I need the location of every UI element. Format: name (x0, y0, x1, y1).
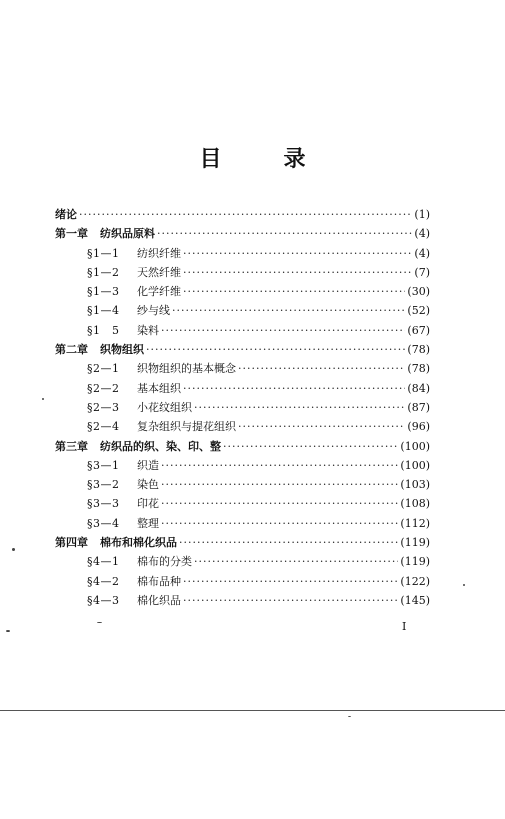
dot-leader (161, 321, 405, 340)
toc-entry-number: §1 5 (87, 323, 120, 337)
dot-leader (183, 244, 412, 263)
toc-row-6 (55, 321, 430, 340)
toc-entry-title: 纺织品的织、染、印、整 (100, 439, 221, 453)
toc-entry-number: §4—1 (87, 555, 120, 569)
toc-entry-page: (78) (407, 343, 430, 357)
toc-row-0 (55, 205, 430, 224)
toc-entry-title: 化学纤维 (137, 285, 181, 299)
dot-leader (161, 494, 398, 513)
toc-entry-page: (100) (400, 439, 430, 453)
toc-entry-title: 纺织品原料 (100, 227, 155, 241)
toc-entry-page: (87) (407, 400, 430, 414)
toc-row-10 (55, 398, 430, 417)
scan-speck (463, 584, 465, 586)
toc-entry-title: 绪论 (55, 208, 77, 221)
dot-leader (157, 224, 412, 243)
toc-row-14 (55, 475, 430, 494)
toc-row-4 (55, 282, 430, 301)
toc-row-5 (55, 301, 430, 320)
dot-leader (172, 301, 405, 320)
dot-leader (238, 359, 405, 378)
dot-leader (194, 552, 398, 571)
dot-leader (183, 591, 398, 610)
scan-speck (348, 716, 351, 717)
toc-entry-title: 染色 (137, 478, 159, 492)
toc-entry-number: §2—1 (87, 362, 120, 376)
toc-entry-page: (119) (400, 555, 430, 569)
toc-entry-number: §3—1 (87, 458, 120, 472)
toc-entry-title: 染料 (137, 323, 159, 337)
dot-leader (179, 533, 398, 552)
toc-entry-page: (122) (400, 574, 430, 588)
toc-entry-title: 棉布的分类 (137, 555, 192, 569)
toc-entry-page: (119) (400, 536, 430, 550)
toc-entry-title: 纺织纤维 (137, 246, 181, 260)
toc-entry-title: 棉布和棉化织品 (100, 536, 177, 550)
dot-leader (183, 282, 405, 301)
dot-leader (194, 398, 405, 417)
toc-entry-title: 天然纤维 (137, 265, 181, 279)
toc-entry-number: §3—4 (87, 516, 120, 530)
toc-row-12 (55, 437, 430, 456)
toc-row-17 (55, 533, 430, 552)
dot-leader (146, 340, 405, 359)
toc-row-2 (55, 244, 430, 263)
toc-entry-number: 第一章 (55, 227, 88, 241)
dot-leader (161, 456, 398, 475)
toc-entry-page: (1) (414, 208, 430, 221)
scan-speck (6, 630, 10, 632)
toc-row-13 (55, 456, 430, 475)
toc-entry-number: 第二章 (55, 343, 88, 357)
toc-entry-number: §1—3 (87, 285, 120, 299)
toc-entry-title: 复杂组织与提花组织 (137, 420, 236, 434)
toc-entry-page: (4) (414, 246, 430, 260)
toc-entry-page: (103) (400, 478, 430, 492)
dot-leader (161, 475, 398, 494)
toc-entry-page: (100) (400, 458, 430, 472)
toc-row-11 (55, 417, 430, 436)
toc-entry-number: 第三章 (55, 439, 88, 453)
toc-row-18 (55, 552, 430, 571)
toc-entry-number: 第四章 (55, 536, 88, 550)
toc-entry-number: §1—1 (87, 246, 120, 260)
scan-speck (97, 622, 102, 623)
toc-entry-number: §2—3 (87, 400, 120, 414)
scan-edge-line (0, 710, 505, 711)
toc-entry-page: (145) (400, 593, 430, 607)
toc-entry-page: (84) (407, 381, 430, 395)
scan-speck (42, 398, 44, 400)
dot-leader (223, 437, 398, 456)
toc-entry-page: (112) (400, 516, 430, 530)
toc-entry-number: §4—3 (87, 593, 120, 607)
dot-leader (183, 263, 412, 282)
toc-entry-title: 棉布品种 (137, 574, 181, 588)
toc-entry-page: (78) (407, 362, 430, 376)
dot-leader (161, 514, 398, 533)
toc-entry-number: §4—2 (87, 574, 120, 588)
toc-entry-number: §3—3 (87, 497, 120, 511)
toc-entry-page: (7) (414, 265, 430, 279)
toc-row-15 (55, 494, 430, 513)
toc-entry-number: §3—2 (87, 478, 120, 492)
toc-entry-title: 织物组织 (100, 343, 144, 357)
toc-entry-number: §1—2 (87, 265, 120, 279)
toc-entry-title: 纱与线 (137, 304, 170, 318)
toc-entry-title: 小花纹组织 (137, 400, 192, 414)
toc-entry-number: §1—4 (87, 304, 120, 318)
toc-entry-page: (108) (400, 497, 430, 511)
toc-row-19 (55, 572, 430, 591)
toc-entry-number: §2—2 (87, 381, 120, 395)
toc-row-20 (55, 591, 430, 610)
toc-entry-title: 印花 (137, 497, 159, 511)
toc-entry-title: 棉化织品 (137, 593, 181, 607)
table-of-contents (55, 205, 430, 610)
toc-entry-title: 织物组织的基本概念 (137, 362, 236, 376)
page-folio: I (402, 620, 407, 633)
dot-leader (183, 379, 405, 398)
toc-entry-title: 织造 (137, 458, 159, 472)
dot-leader (183, 572, 398, 591)
page-title: 目 录 (199, 147, 326, 172)
toc-entry-title: 整理 (137, 516, 159, 530)
toc-row-9 (55, 379, 430, 398)
toc-row-16 (55, 514, 430, 533)
toc-row-1 (55, 224, 430, 243)
dot-leader (238, 417, 405, 436)
toc-row-7 (55, 340, 430, 359)
toc-row-3 (55, 263, 430, 282)
toc-entry-page: (4) (414, 227, 430, 241)
dot-leader (79, 205, 412, 224)
toc-entry-title: 基本组织 (137, 381, 181, 395)
toc-row-8 (55, 359, 430, 378)
scan-speck (12, 548, 15, 551)
toc-entry-page: (96) (407, 420, 430, 434)
toc-entry-number: §2—4 (87, 420, 120, 434)
toc-entry-page: (52) (407, 304, 430, 318)
toc-entry-page: (30) (407, 285, 430, 299)
toc-entry-page: (67) (407, 323, 430, 337)
